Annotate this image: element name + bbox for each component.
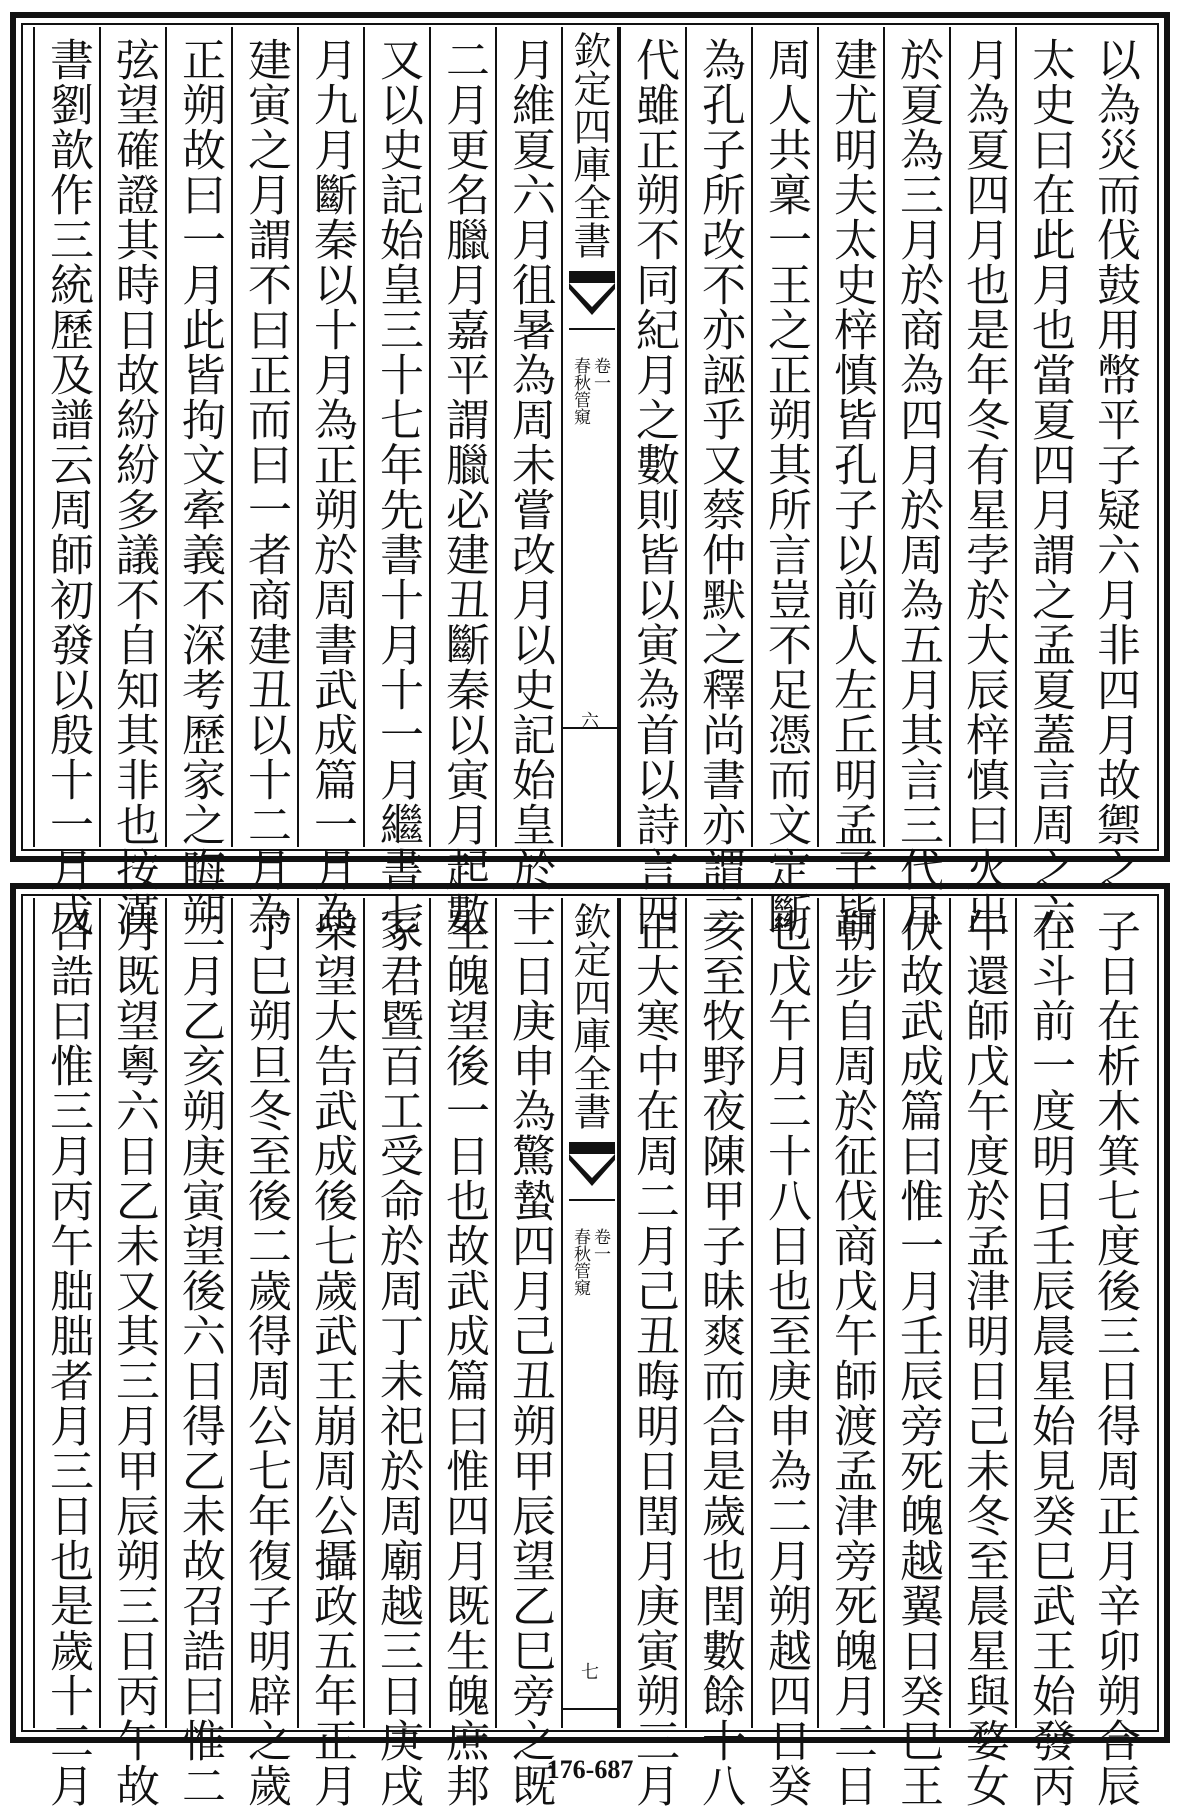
column: 二月更名臘月嘉平謂臘必建丑斷秦以寅月起數 <box>429 27 495 847</box>
column: 正大寒中在周二月己丑晦明日閏月庚寅朔三月 <box>619 898 685 1728</box>
column: 以為災而伐鼓用幣平子疑六月非四月故禦之 <box>1089 37 1140 892</box>
column: 為孔子所改不亦誣乎又蔡仲默之釋尚書亦謂三 <box>685 27 751 847</box>
column: 丁巳朔旦冬至後二歲得周公七年復子明辟之歲 <box>231 898 297 1728</box>
page-number: 176-687 <box>546 1755 634 1784</box>
gutter-book-title: 春秋管窺 <box>570 1228 590 1296</box>
gutter-title: 欽定四庫全書 <box>567 902 611 1130</box>
column: 二日庚申為驚蟄四月己丑朔甲辰望乙巳旁之既 <box>495 898 561 1728</box>
gutter-book-info <box>563 1228 617 1296</box>
column: 月為夏四月也是年冬有星孛於大辰梓慎曰火出 <box>949 27 1015 847</box>
column: 冢君暨百工受命於周丁未祀於周廟越三日庚戌 <box>363 898 429 1728</box>
column: 太史曰在此月也當夏四月謂之孟夏蓋言周之六 <box>1015 27 1081 847</box>
column: 子日在析木箕七度後三日得周正月辛卯朔合辰 <box>1089 908 1140 1808</box>
gutter-book-title: 春秋管窺 <box>570 357 590 425</box>
column: 周人共稟一王之正朔其所言豈不足憑而文定斷 <box>751 27 817 847</box>
column: 二月乙亥朔庚寅望後六日得乙未故召誥曰惟二 <box>165 898 231 1728</box>
gutter-title: 欽定四庫全書 <box>567 31 611 259</box>
column: 代雖正朔不同紀月之數則皆以寅為首以詩言四 <box>619 27 685 847</box>
gutter-rule <box>563 1708 617 1710</box>
column: 柴望大告武成後七歲武王崩周公攝政五年正月 <box>297 898 363 1728</box>
top-page <box>10 12 1170 937</box>
fishtail-ornament <box>569 1142 615 1202</box>
folio-number: 六 <box>581 711 599 732</box>
column: 月維夏六月徂暑為周未嘗改月以史記始皇於十 <box>495 27 561 847</box>
column: 召誥曰惟三月丙午朏朏者月三日也是歲十二月 <box>33 898 99 1728</box>
column: 在斗前一度明日壬辰晨星始見癸巳武王始發丙 <box>1015 898 1081 1728</box>
column: 午還師戊午度於孟津明日己未冬至晨星與婺女 <box>949 898 1015 1728</box>
folio-number: 七 <box>581 1662 599 1683</box>
column: 正朔故曰一月此皆拘文牽義不深考歷家之晦朔 <box>165 27 231 847</box>
top-page-text <box>25 27 1155 937</box>
column: 於夏為三月於商為四月於周為五月其言三代月 <box>883 27 949 847</box>
gutter-book-info <box>563 357 617 425</box>
column: 也戊午月二十八日也至庚申為二月朔越四日癸 <box>751 898 817 1728</box>
center-gutter <box>561 898 619 1728</box>
gutter-juan: 卷一 <box>590 1228 610 1262</box>
column: 亥至牧野夜陳甲子昧爽而合是歲也閏數餘十八 <box>685 898 751 1728</box>
fishtail-ornament <box>569 271 615 331</box>
center-gutter <box>561 27 619 847</box>
column: 建寅之月謂不曰正而曰一者商建丑以十二月為 <box>231 27 297 847</box>
gutter-juan: 卷一 <box>590 357 610 391</box>
column: 建尤明夫太史梓慎皆孔子以前人左丘明孟子皆 <box>817 27 883 847</box>
column: 月既望粵六日乙未又其三月甲辰朔三日丙午故 <box>99 898 165 1728</box>
column: 伏故武成篇曰惟一月壬辰旁死魄越翼日癸巳王 <box>883 898 949 1728</box>
column: 月九月斷秦以十月為正朔於周書武成篇一月為 <box>297 27 363 847</box>
column: 生魄望後一日也故武成篇曰惟四月既生魄庶邦 <box>429 898 495 1728</box>
column: 書劉歆作三統歷及譜云周師初發以殷十一月戊 <box>33 27 99 847</box>
column: 朝步自周於征伐商戊午師渡孟津旁死魄月二日 <box>817 898 883 1728</box>
column: 又以史記始皇三十七年先書十月十一月繼書七 <box>363 27 429 847</box>
column: 弦望確證其時日故紛紛多議不自知其非也按漢 <box>99 27 165 847</box>
